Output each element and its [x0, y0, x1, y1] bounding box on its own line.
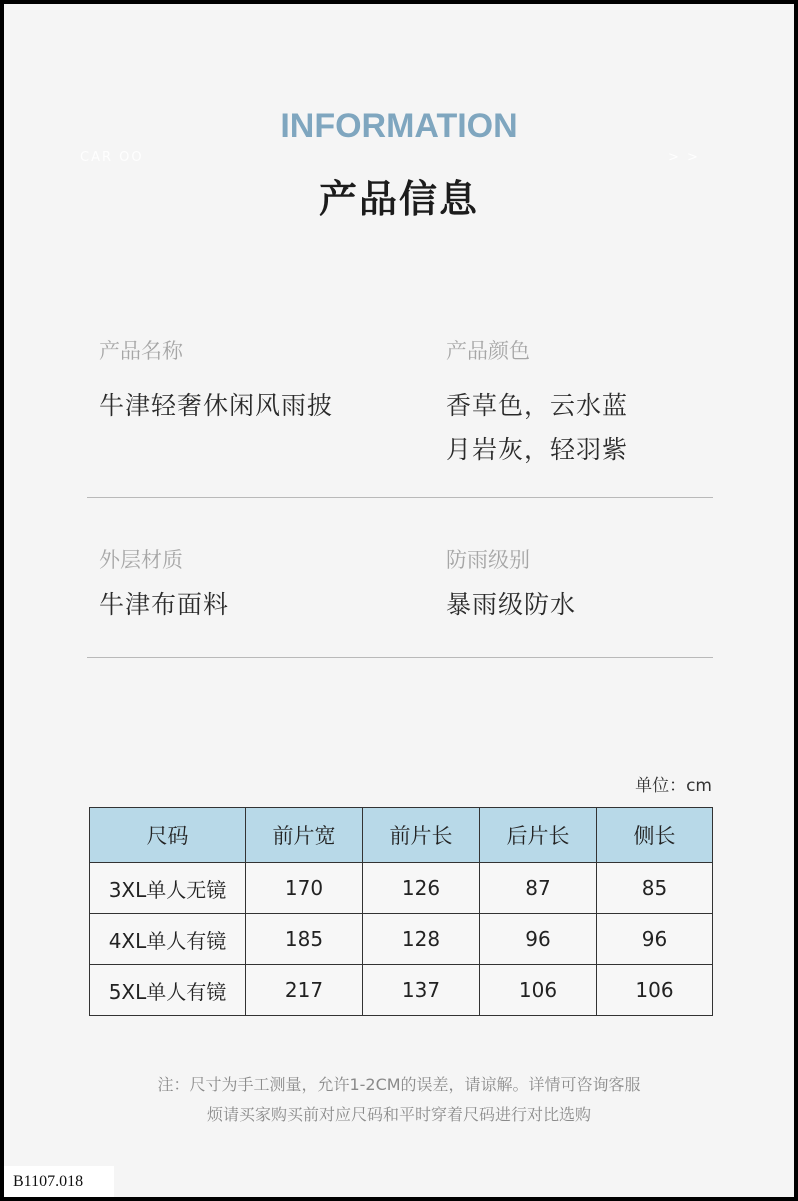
table-cell: 5XL单人有镜 — [90, 965, 246, 1016]
table-header-cell: 前片宽 — [246, 808, 363, 863]
product-name-value: 牛津轻奢休闲风雨披 — [99, 391, 334, 420]
table-header-cell: 尺码 — [90, 808, 246, 863]
table-cell: 126 — [363, 863, 480, 914]
table-header-row — [90, 808, 713, 863]
table-cell: 137 — [363, 965, 480, 1016]
table-cell: 106 — [480, 965, 597, 1016]
note-line-1: 注：尺寸为手工测量，允许1-2CM的误差，请谅解。详情可咨询客服 — [157, 1075, 641, 1094]
faint-ghost-text-left: CAR OO — [80, 150, 144, 165]
title-english: INFORMATION — [280, 107, 518, 145]
faint-ghost-text-right: > > — [668, 150, 700, 165]
material-label: 外层材质 — [99, 548, 183, 572]
table-header-cell: 前片长 — [363, 808, 480, 863]
title-chinese: 产品信息 — [318, 177, 479, 221]
material-value: 牛津布面料 — [99, 590, 230, 619]
table-header-cell: 侧长 — [597, 808, 713, 863]
product-color-value-line2: 月岩灰，轻羽紫 — [446, 435, 629, 464]
table-cell: 87 — [480, 863, 597, 914]
size-table — [89, 807, 713, 1016]
divider-line — [87, 497, 713, 498]
table-cell: 170 — [246, 863, 363, 914]
unit-label: 单位：cm — [635, 776, 712, 796]
table-cell: 106 — [597, 965, 713, 1016]
note-line-2: 烦请买家购买前对应尺码和平时穿着尺码进行对比选购 — [206, 1105, 591, 1124]
table-header-cell: 后片长 — [480, 808, 597, 863]
table-cell: 185 — [246, 914, 363, 965]
divider-line — [87, 657, 713, 658]
table-cell: 96 — [480, 914, 597, 965]
product-code-label: B1107.018 — [4, 1166, 114, 1197]
product-name-label: 产品名称 — [99, 339, 183, 363]
product-color-label: 产品颜色 — [446, 339, 530, 363]
table-row — [90, 863, 713, 914]
table-cell: 85 — [597, 863, 713, 914]
rain-grade-label: 防雨级别 — [446, 548, 530, 572]
table-row — [90, 965, 713, 1016]
rain-grade-value: 暴雨级防水 — [446, 590, 577, 619]
table-cell: 217 — [246, 965, 363, 1016]
product-color-value-line1: 香草色，云水蓝 — [446, 391, 629, 420]
table-cell: 96 — [597, 914, 713, 965]
table-row — [90, 914, 713, 965]
table-cell: 128 — [363, 914, 480, 965]
table-cell: 4XL单人有镜 — [90, 914, 246, 965]
table-cell: 3XL单人无镜 — [90, 863, 246, 914]
